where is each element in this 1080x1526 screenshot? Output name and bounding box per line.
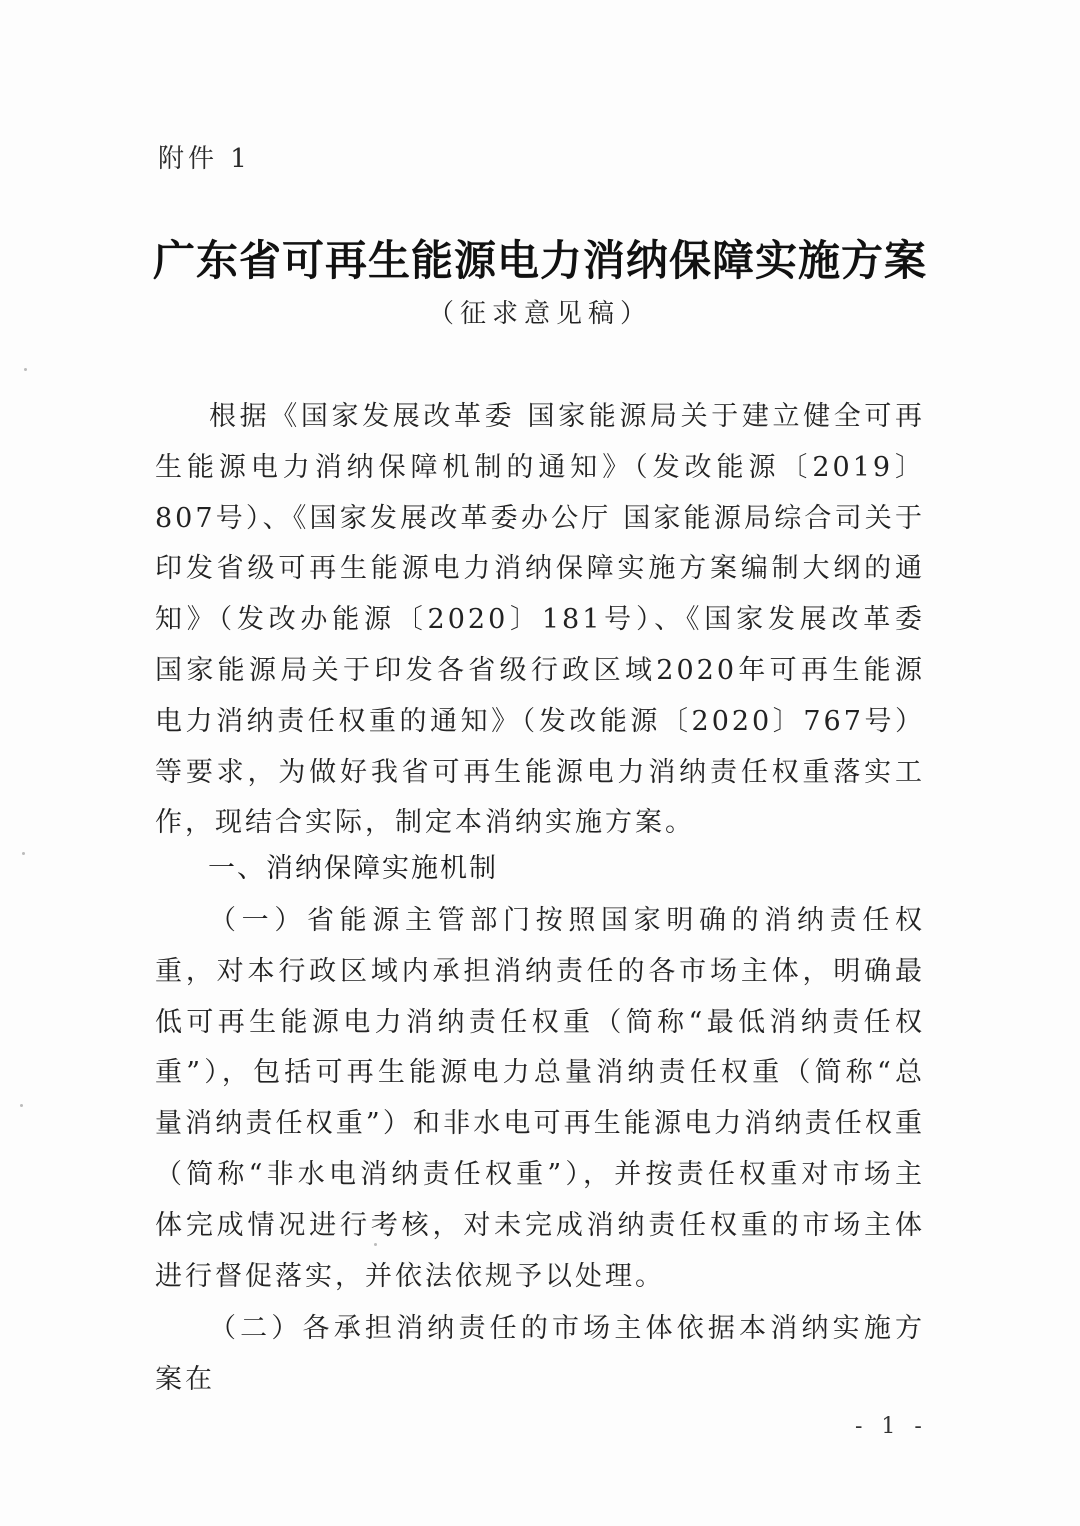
section-heading: 一、消纳保障实施机制 <box>208 853 498 884</box>
scan-speck <box>22 852 25 855</box>
attachment-label: 附件 1 <box>158 144 251 174</box>
scan-speck <box>374 1243 377 1246</box>
document-title: 广东省可再生能源电力消纳保障实施方案 <box>152 236 927 285</box>
document-subtitle: （征求意见稿） <box>427 299 652 329</box>
page-number: - 1 - <box>855 1414 928 1439</box>
intro-paragraph-block <box>155 392 925 849</box>
section-paragraph-1: （一）省能源主管部门按照国家明确的消纳责任权重，对本行政区域内承担消纳责任的各市场主体，明确最低可再生能源电力消纳责任权重（简称“最低消纳责任权重”），包括可再生能源电力总量消纳责任权重（简称“总量消纳责任权重”）和非水电可再生能源电力消纳责任权重（简称“非水电消纳责任权重”），并按责任权重对市场主体完成情况进行考核，对未完成消纳责任权重的市场主体进行督促落实，并依法依规予以处理。 <box>155 905 925 1292</box>
section-paragraph-2: （二）各承担消纳责任的市场主体依据本消纳实施方案在 <box>155 1313 925 1395</box>
scan-speck <box>20 1104 23 1107</box>
intro-paragraph: 根据《国家发展改革委 国家能源局关于建立健全可再生能源电力消纳保障机制的通知》（发改能源〔2019〕807号）、《国家发展改革委办公厅 国家能源局综合司关于印发省级可再生能源电力消纳保障实施方案编制大纲的通知》（发改办能源〔2020〕181号）、《国家发展改革委 国家能源局关于印发各省级行政区域2020年可再生能源电力消纳责任权重的通知》（发改能源〔2020〕767号）等要求，为做好我省可再生能源电力消纳责任权重落实工作，现结合实际，制定本消纳实施方案。 <box>155 401 925 839</box>
section-paragraph-block-2 <box>155 1304 925 1406</box>
scan-speck <box>24 368 27 371</box>
section-paragraph-block-1 <box>155 896 925 1302</box>
